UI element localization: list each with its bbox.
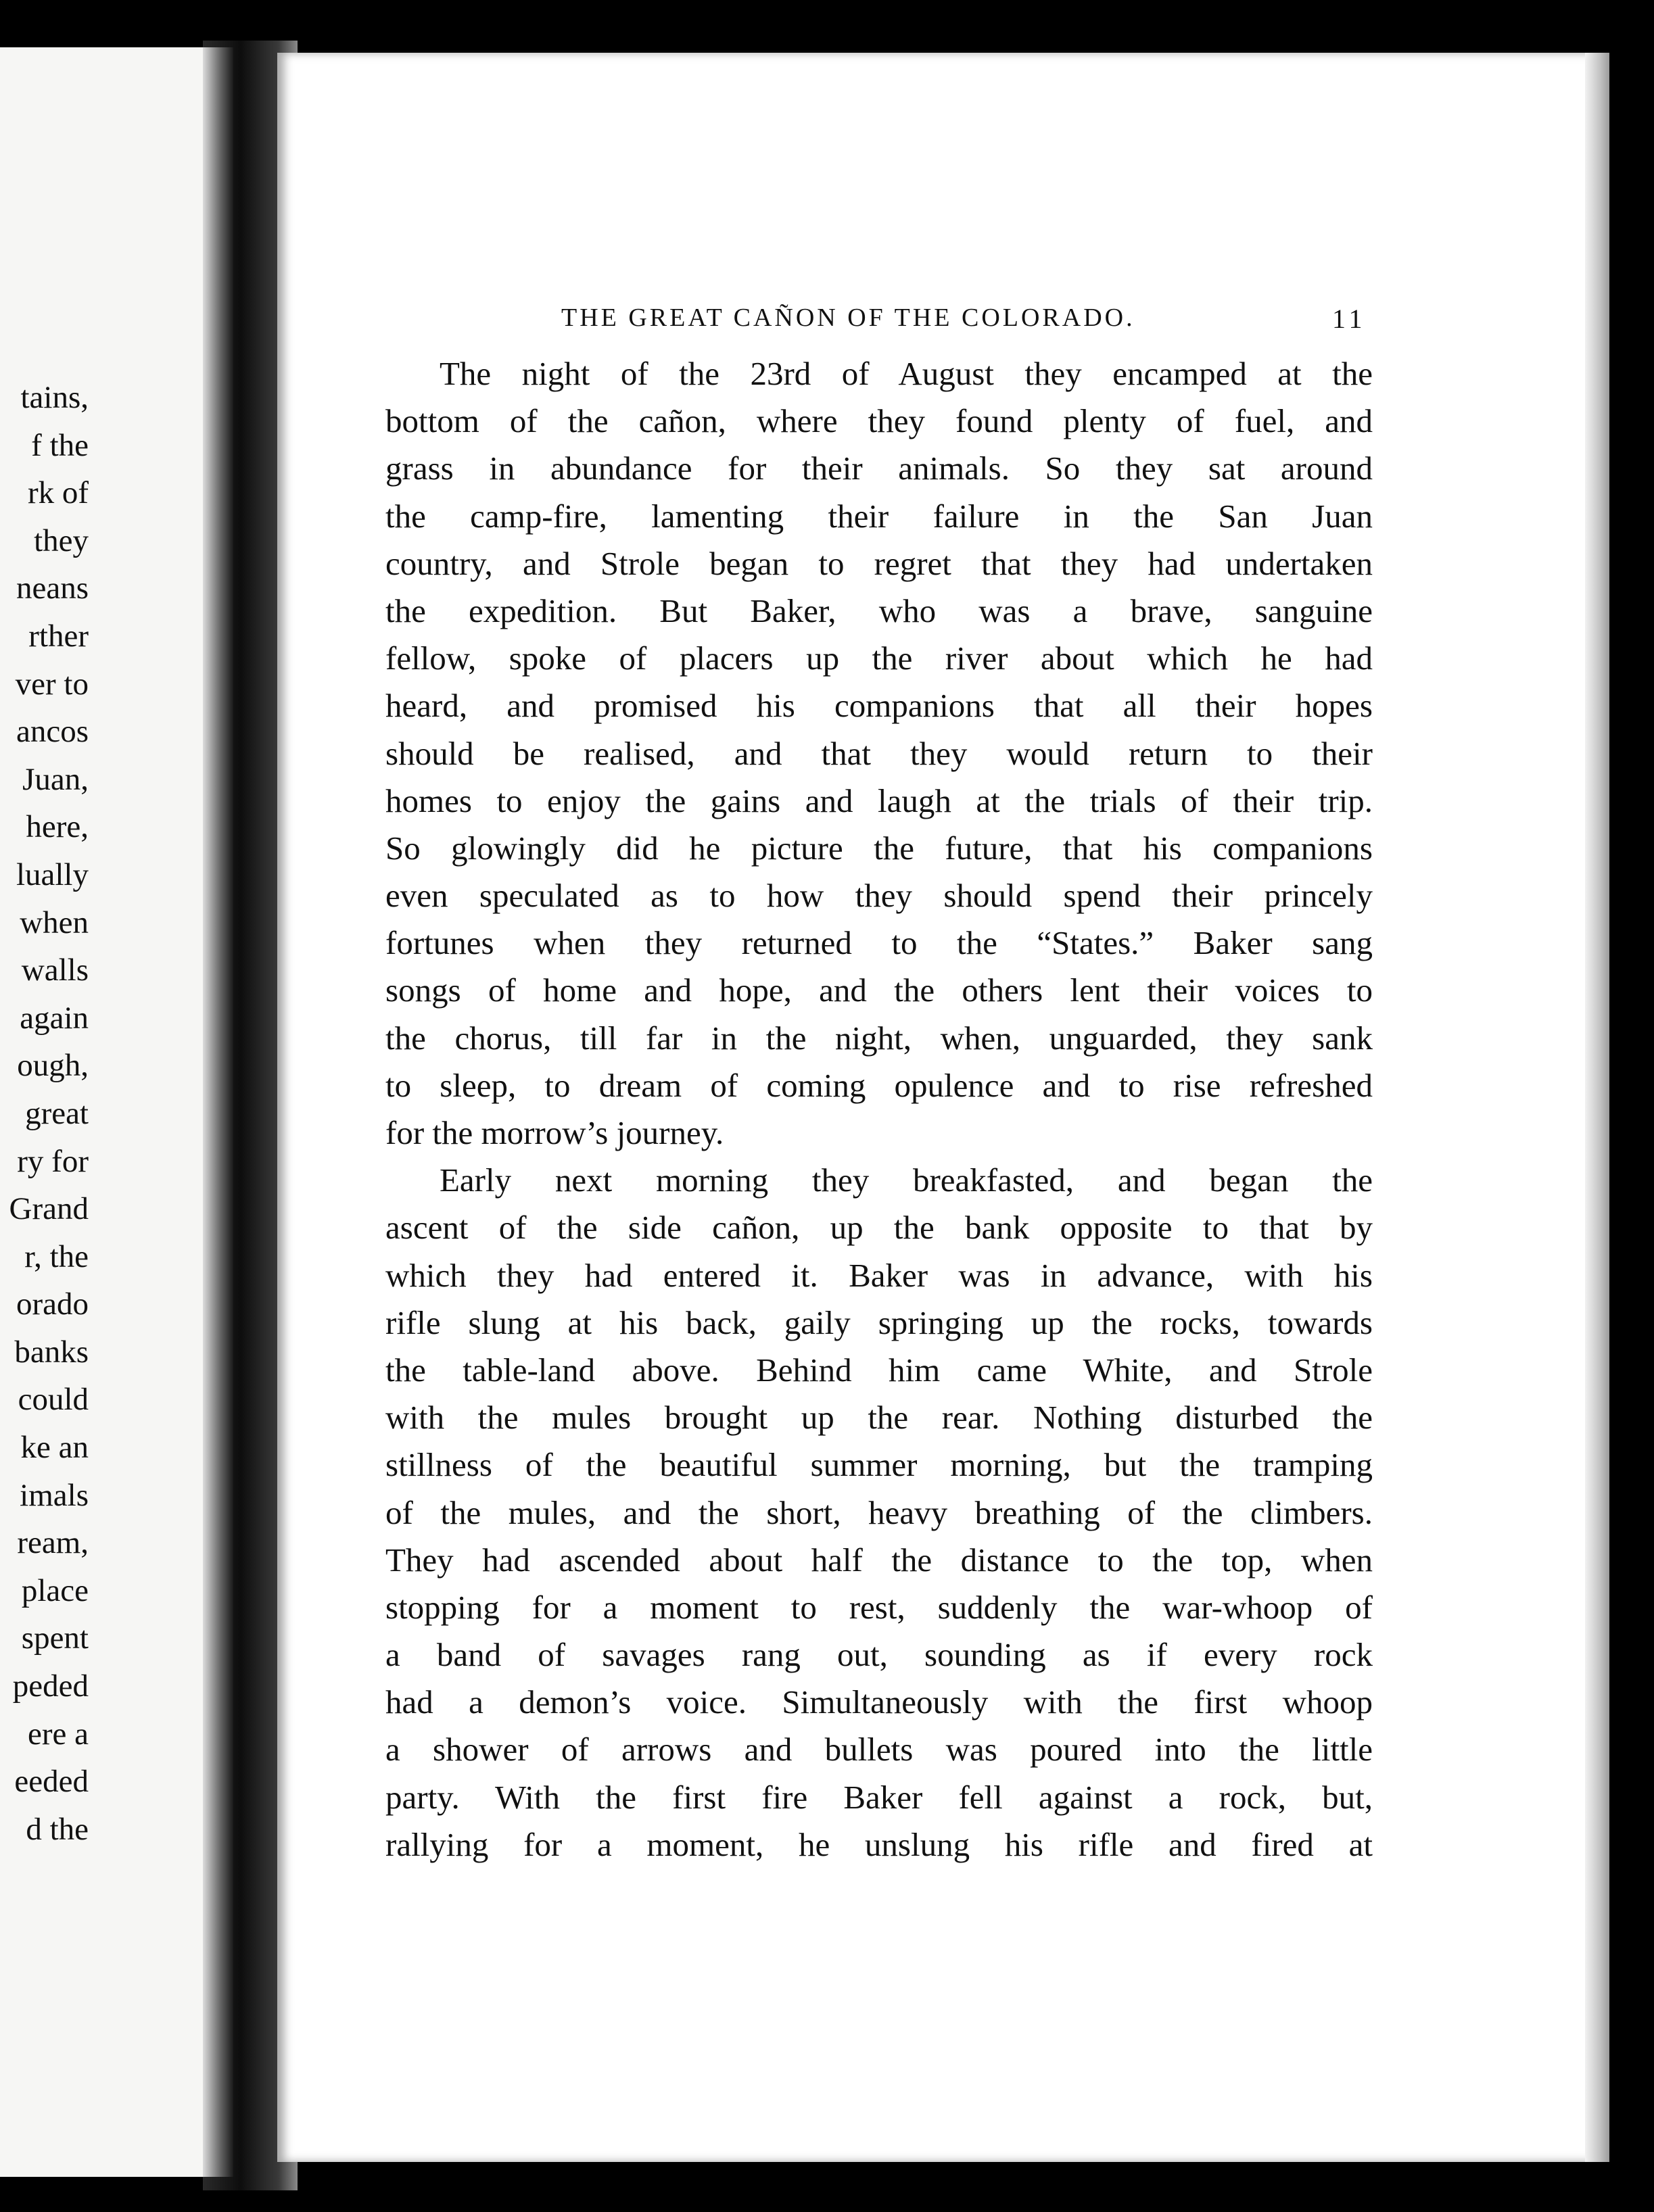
text-line: heard, and promised his companions that all their hopes xyxy=(385,687,1373,725)
previous-page-line: they xyxy=(34,523,89,558)
previous-page-line: ry for xyxy=(17,1143,89,1179)
text-line: party. With the first fire Baker fell against a rock, but, xyxy=(385,1778,1373,1816)
previous-page-line: rk of xyxy=(27,475,89,511)
previous-page xyxy=(0,47,233,2177)
body-text xyxy=(385,350,1373,1869)
previous-page-gutter xyxy=(203,47,233,2177)
text-line: So glowingly did he picture the future, that his companions xyxy=(385,829,1373,867)
previous-page-line: here, xyxy=(26,809,89,845)
running-head: THE GREAT CAÑON OF THE COLORADO. xyxy=(561,304,1135,332)
previous-page-line: d the xyxy=(26,1811,89,1847)
previous-page-line: when xyxy=(20,905,89,940)
book-page xyxy=(277,53,1609,2162)
text-line: bottom of the cañon, where they found plenty of fuel, and xyxy=(385,402,1373,440)
previous-page-line: spent xyxy=(21,1620,89,1656)
text-line: which they had entered it. Baker was in advance, with his xyxy=(385,1256,1373,1294)
previous-page-line: neans xyxy=(16,571,89,606)
text-line: to sleep, to dream of coming opulence and to rise refreshed xyxy=(385,1066,1373,1104)
text-line: of the mules, and the short, heavy breathing of the climbers. xyxy=(385,1493,1373,1531)
previous-page-line: ream, xyxy=(17,1525,89,1561)
text-line: country, and Strole began to regret that they had undertaken xyxy=(385,544,1373,582)
text-line: with the mules brought up the rear. Nothing disturbed the xyxy=(385,1399,1373,1437)
previous-page-line: walls xyxy=(21,953,89,988)
previous-page-line: r, the xyxy=(24,1239,89,1274)
text-line: stopping for a moment to rest, suddenly the war-whoop of xyxy=(385,1588,1373,1626)
page-number: 11 xyxy=(1332,304,1367,334)
previous-page-line: again xyxy=(20,1000,89,1036)
text-line: for the morrow’s journey. xyxy=(385,1114,724,1151)
text-line: the expedition. But Baker, who was a brave, sanguine xyxy=(385,592,1373,629)
previous-page-line: ancos xyxy=(16,714,89,750)
text-line: They had ascended about half the distance to the top, when xyxy=(385,1541,1373,1579)
previous-page-line: lually xyxy=(16,857,89,892)
text-line: homes to enjoy the gains and laugh at the trials of their trip. xyxy=(385,782,1373,819)
text-line: rifle slung at his back, gaily springing up the rocks, towards xyxy=(385,1303,1373,1341)
text-line: songs of home and hope, and the others lent their voices to xyxy=(385,971,1373,1009)
text-line: the table-land above. Behind him came White, and Strole xyxy=(385,1351,1373,1389)
previous-page-line: f the xyxy=(31,427,89,463)
text-line: a band of savages rang out, sounding as if every rock xyxy=(385,1636,1373,1674)
previous-page-line: ough, xyxy=(17,1048,89,1084)
previous-page-line: great xyxy=(25,1095,89,1131)
previous-page-line: could xyxy=(18,1382,89,1418)
text-line: a shower of arrows and bullets was poured into the little xyxy=(385,1731,1373,1769)
text-line: grass in abundance for their animals. So they sat around xyxy=(385,450,1373,487)
previous-page-line: peded xyxy=(12,1668,89,1704)
text-line: ascent of the side cañon, up the bank opposite to that by xyxy=(385,1209,1373,1247)
text-line: rallying for a moment, he unslung his rifle and fired at xyxy=(385,1825,1373,1863)
previous-page-line: Juan, xyxy=(22,761,89,797)
previous-page-line: rther xyxy=(28,618,89,654)
previous-page-line: eeded xyxy=(14,1764,89,1800)
previous-page-line: place xyxy=(21,1572,89,1608)
previous-page-line: Grand xyxy=(9,1191,89,1227)
previous-page-text xyxy=(1,374,89,1853)
previous-page-line: ere a xyxy=(28,1716,89,1752)
previous-page-line: orado xyxy=(16,1287,89,1322)
text-line: even speculated as to how they should spend their princely xyxy=(385,877,1373,915)
text-line: The night of the 23rd of August they encamped at the xyxy=(440,355,1373,392)
previous-page-line: ke an xyxy=(20,1430,89,1466)
text-line: the chorus, till far in the night, when, unguarded, they sank xyxy=(385,1019,1373,1057)
previous-page-line: imals xyxy=(20,1477,89,1513)
text-line: fellow, spoke of placers up the river about which he had xyxy=(385,640,1373,677)
text-line: the camp-fire, lamenting their failure in the San Juan xyxy=(385,497,1373,535)
text-line: Early next morning they breakfasted, and began the xyxy=(440,1161,1373,1199)
text-line: should be realised, and that they would return to their xyxy=(385,734,1373,772)
text-line: fortunes when they returned to the “States.” Baker sang xyxy=(385,924,1373,962)
previous-page-line: ver to xyxy=(15,666,89,702)
previous-page-line: tains, xyxy=(20,380,89,415)
previous-page-line: banks xyxy=(14,1334,89,1370)
page-edge-shadow xyxy=(1585,53,1609,2162)
text-line: had a demon’s voice. Simultaneously with the first whoop xyxy=(385,1683,1373,1721)
text-line: stillness of the beautiful summer morning, but the tramping xyxy=(385,1446,1373,1484)
